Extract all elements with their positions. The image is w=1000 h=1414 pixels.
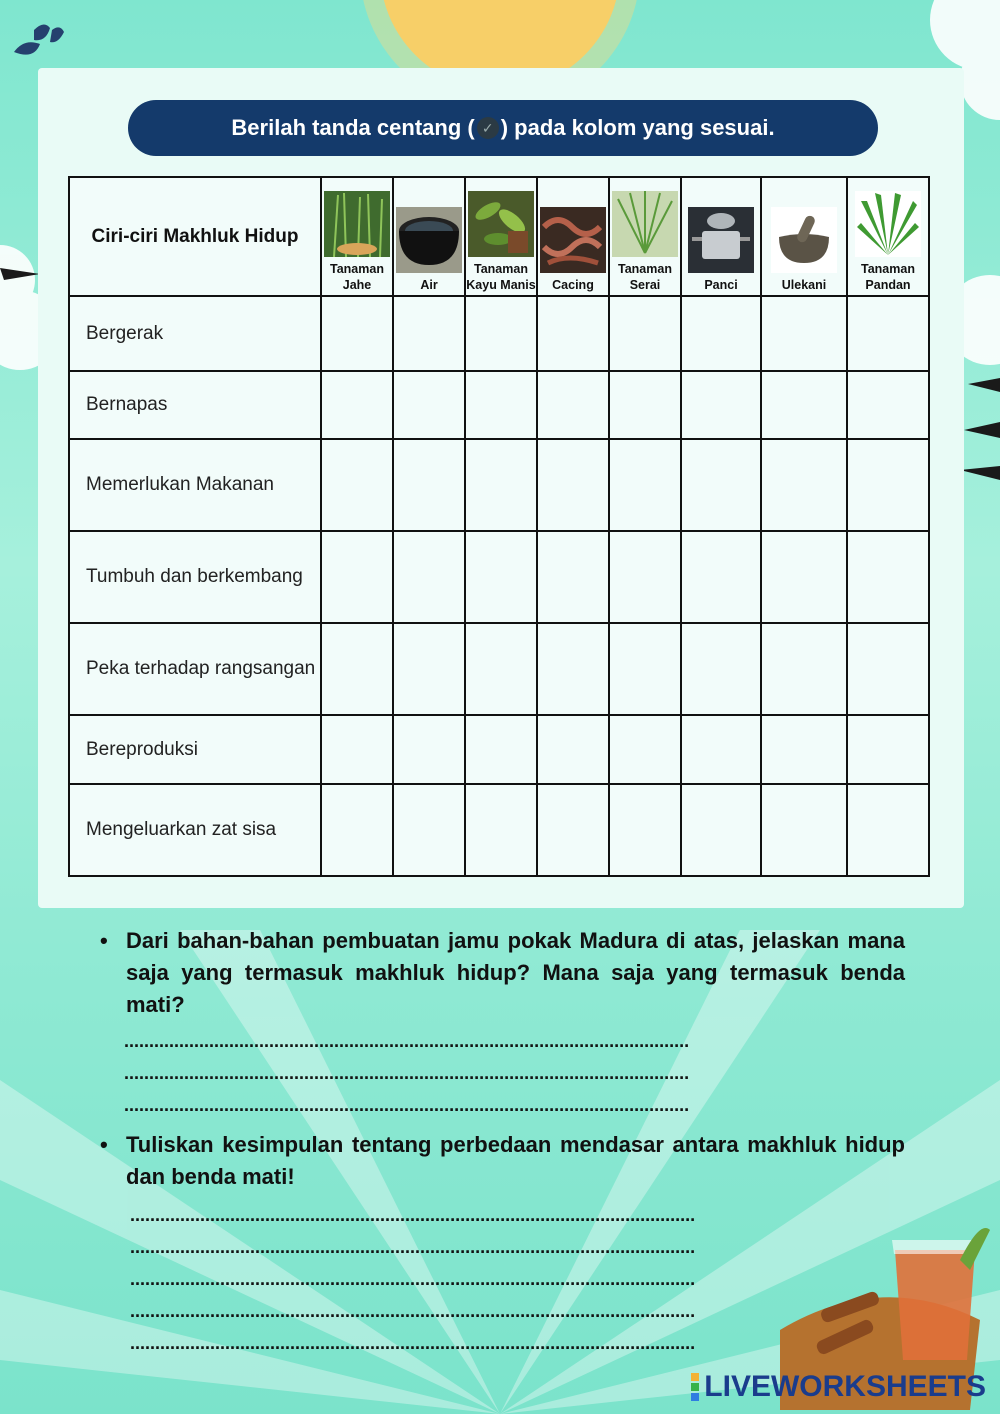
check-cell[interactable] xyxy=(537,371,609,439)
check-cell[interactable] xyxy=(847,531,929,623)
check-cell[interactable] xyxy=(465,296,537,371)
check-cell[interactable] xyxy=(393,531,465,623)
column-label: Panci xyxy=(704,278,738,292)
check-cell[interactable] xyxy=(321,531,393,623)
question-item xyxy=(100,925,905,1021)
liveworksheets-logo xyxy=(690,1370,986,1404)
check-cell[interactable] xyxy=(393,784,465,876)
brand-mark-icon xyxy=(690,1372,700,1402)
bullet-icon: • xyxy=(100,1132,108,1157)
check-cell[interactable] xyxy=(537,531,609,623)
row-label: Bergerak xyxy=(69,296,321,371)
check-cell[interactable] xyxy=(761,715,847,784)
check-cell[interactable] xyxy=(609,623,681,715)
row-label: Memerlukan Makanan xyxy=(69,439,321,531)
check-cell[interactable] xyxy=(609,531,681,623)
check-cell[interactable] xyxy=(393,439,465,531)
water-basin-icon xyxy=(396,207,462,273)
check-cell[interactable] xyxy=(321,623,393,715)
check-cell[interactable] xyxy=(465,784,537,876)
check-cell[interactable] xyxy=(761,296,847,371)
column-header xyxy=(465,177,537,296)
instruction-text-before: Berilah tanda centang ( xyxy=(231,115,475,140)
column-label: Ulekani xyxy=(781,278,827,292)
check-cell[interactable] xyxy=(321,296,393,371)
check-cell[interactable] xyxy=(761,623,847,715)
column-header xyxy=(681,177,761,296)
check-cell[interactable] xyxy=(465,715,537,784)
check-cell[interactable] xyxy=(537,439,609,531)
table-row xyxy=(69,623,929,715)
check-cell[interactable] xyxy=(681,296,761,371)
table-row xyxy=(69,439,929,531)
row-label: Mengeluarkan zat sisa xyxy=(69,784,321,876)
column-header xyxy=(761,177,847,296)
check-cell[interactable] xyxy=(609,439,681,531)
check-cell[interactable] xyxy=(847,371,929,439)
check-cell[interactable] xyxy=(537,715,609,784)
row-label: Bereproduksi xyxy=(69,715,321,784)
check-cell[interactable] xyxy=(761,784,847,876)
ginger-plant-icon xyxy=(324,191,390,257)
column-label: Air xyxy=(420,278,438,292)
bullet-icon: • xyxy=(100,928,108,953)
check-cell[interactable] xyxy=(465,623,537,715)
question-text: Dari bahan-bahan pembuatan jamu pokak Madura di atas, jelaskan mana saja yang termasuk makhluk hidup? Mana saja yang termasuk benda mati? xyxy=(126,928,905,1017)
checkmark-icon: ✓ xyxy=(477,117,499,139)
check-cell[interactable] xyxy=(465,439,537,531)
row-label: Peka terhadap rangsangan xyxy=(69,623,321,715)
table-row xyxy=(69,371,929,439)
column-header xyxy=(609,177,681,296)
table-row xyxy=(69,784,929,876)
check-cell[interactable] xyxy=(537,296,609,371)
check-cell[interactable] xyxy=(321,439,393,531)
check-cell[interactable] xyxy=(681,371,761,439)
row-label: Tumbuh dan berkembang xyxy=(69,531,321,623)
column-header xyxy=(321,177,393,296)
table-row xyxy=(69,296,929,371)
check-cell[interactable] xyxy=(609,715,681,784)
characteristics-table xyxy=(68,176,930,877)
check-cell[interactable] xyxy=(321,371,393,439)
check-cell[interactable] xyxy=(847,296,929,371)
check-cell[interactable] xyxy=(681,784,761,876)
row-label: Bernapas xyxy=(69,371,321,439)
check-cell[interactable] xyxy=(537,784,609,876)
check-cell[interactable] xyxy=(609,371,681,439)
pandan-icon xyxy=(855,191,921,257)
question-text: Tuliskan kesimpulan tentang perbedaan mendasar antara makhluk hidup dan benda mati! xyxy=(126,1132,905,1189)
check-cell[interactable] xyxy=(847,715,929,784)
worm-icon xyxy=(540,207,606,273)
table-row xyxy=(69,531,929,623)
column-label: Tanaman Jahe xyxy=(330,262,384,292)
check-cell[interactable] xyxy=(393,623,465,715)
column-header xyxy=(537,177,609,296)
mortar-icon xyxy=(771,207,837,273)
header-label: Ciri-ciri Makhluk Hidup xyxy=(69,177,321,296)
check-cell[interactable] xyxy=(761,439,847,531)
check-cell[interactable] xyxy=(465,371,537,439)
check-cell[interactable] xyxy=(537,623,609,715)
check-cell[interactable] xyxy=(609,296,681,371)
column-label: Tanaman Pandan xyxy=(861,262,915,292)
check-cell[interactable] xyxy=(681,439,761,531)
table-header-row xyxy=(69,177,929,296)
column-label: Cacing xyxy=(552,278,594,292)
instruction-banner xyxy=(128,100,878,156)
answer-line[interactable]: ................................................................................................................. xyxy=(124,1063,690,1083)
questions-section xyxy=(100,925,905,1365)
check-cell[interactable] xyxy=(681,623,761,715)
check-cell[interactable] xyxy=(761,371,847,439)
check-cell[interactable] xyxy=(393,715,465,784)
answer-line[interactable]: ................................................................................................................. xyxy=(130,1205,696,1225)
answer-line[interactable]: ................................................................................................................. xyxy=(130,1269,696,1289)
answer-line[interactable]: ................................................................................................................. xyxy=(130,1333,696,1353)
check-cell[interactable] xyxy=(761,531,847,623)
instruction-text-after: ) pada kolom yang sesuai. xyxy=(500,115,775,140)
column-header xyxy=(847,177,929,296)
answer-line[interactable]: ................................................................................................................. xyxy=(130,1237,696,1257)
lemongrass-icon xyxy=(612,191,678,257)
brand-name: LIVEWORKSHEETS xyxy=(704,1370,986,1403)
check-cell[interactable] xyxy=(847,623,929,715)
pot-icon xyxy=(688,207,754,273)
check-cell[interactable] xyxy=(321,784,393,876)
check-cell[interactable] xyxy=(393,296,465,371)
answer-line[interactable]: ................................................................................................................. xyxy=(130,1301,696,1321)
column-header xyxy=(393,177,465,296)
check-cell[interactable] xyxy=(321,715,393,784)
column-label: Tanaman Kayu Manis xyxy=(466,262,536,292)
check-cell[interactable] xyxy=(681,715,761,784)
check-cell[interactable] xyxy=(847,439,929,531)
answer-line[interactable]: ................................................................................................................. xyxy=(124,1031,690,1051)
check-cell[interactable] xyxy=(393,371,465,439)
answer-line[interactable]: ................................................................................................................. xyxy=(124,1095,690,1115)
leaf-logo-icon xyxy=(14,24,64,54)
check-cell[interactable] xyxy=(465,531,537,623)
check-cell[interactable] xyxy=(847,784,929,876)
check-cell[interactable] xyxy=(681,531,761,623)
table-row xyxy=(69,715,929,784)
cinnamon-plant-icon xyxy=(468,191,534,257)
question-item xyxy=(100,1129,905,1193)
check-cell[interactable] xyxy=(609,784,681,876)
column-label: Tanaman Serai xyxy=(618,262,672,292)
